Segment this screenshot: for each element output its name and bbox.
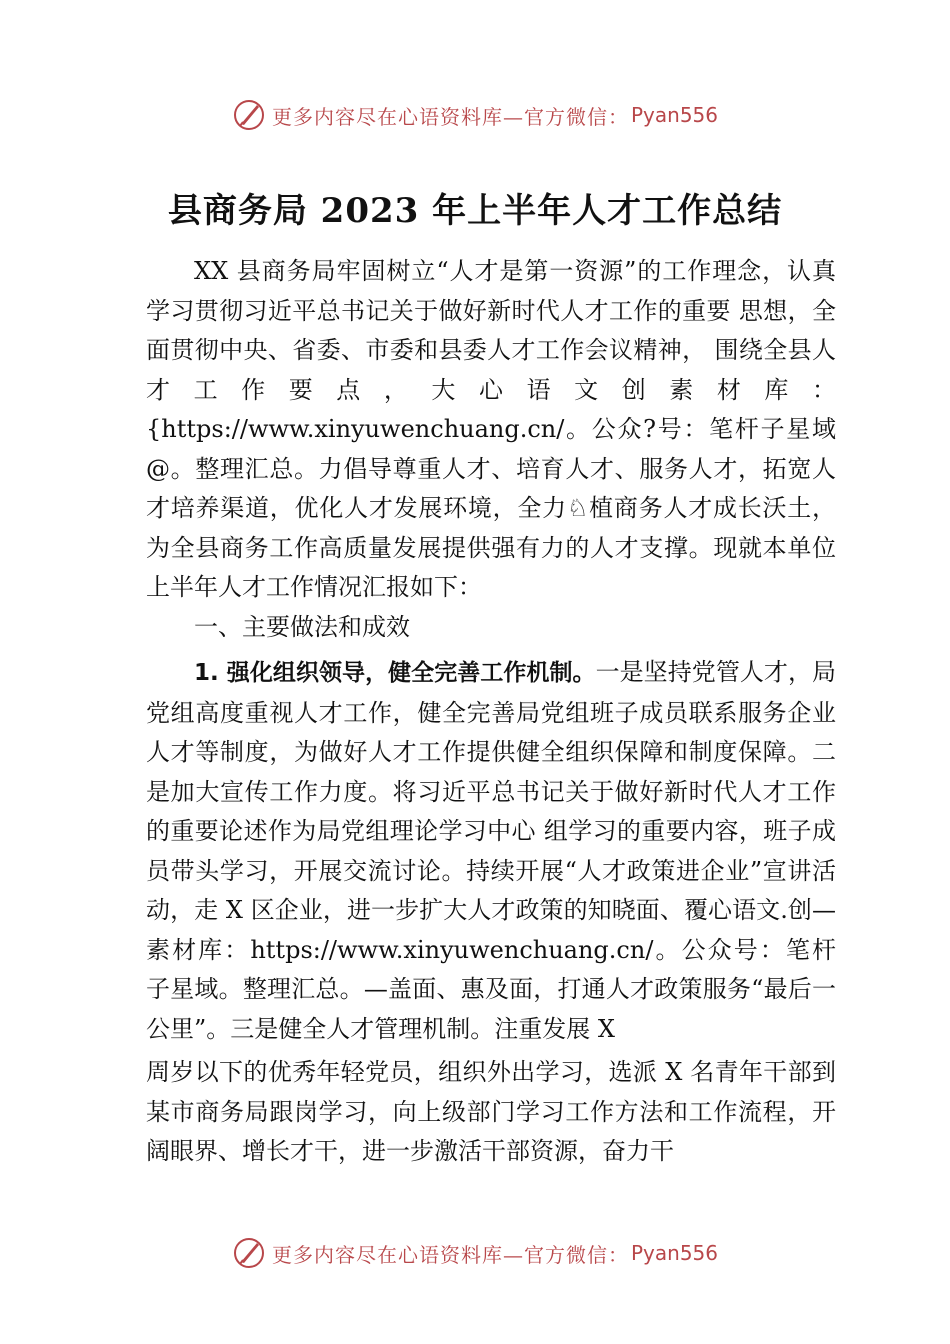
banner-wechat-id: Pyan556 [630, 1241, 718, 1265]
continuation-paragraph: 周岁以下的优秀年轻党员，组织外出学习，选派 X 名青年干部到某市商务局跟岗学习，向上级部门学习工作方法和工作流程，开阔眼界、增长才干，进一步激活干部资源，奋力干 [146, 1058, 836, 1165]
quill-logo-icon [232, 1236, 266, 1270]
item-1-paragraph [146, 653, 836, 1049]
quill-logo-icon [232, 98, 266, 132]
page-title: 县商务局 2023 年上半年人才工作总结 [167, 191, 783, 231]
section-heading: 一、主要做法和成效 [194, 612, 410, 641]
banner-text: 更多内容尽在心语资料库—官方微信： [271, 104, 629, 129]
banner-text: 更多内容尽在心语资料库—官方微信： [271, 1242, 629, 1267]
intro-paragraph: XX 县商务局牢固树立“人才是第一资源”的工作理念，认真学习贯彻习近平总书记关于做好新时代人才工作的重要 思想，全面贯彻中央、省委、市委和县委人才工作会议精神， 围绕全县人才工作要点，大心语文创素材库：{https://www.xinyuwenchuang.cn/。公众?号：笔杆子星域@。整理汇总。力倡导尊重人才、培育人才、服务人才，拓宽人才培养渠道，优化人才发展环境，全力♘植商务人才成长沃土，为全县商务工作高质量发展提供强有力的人才支撑。现就本单位上半年人才工作情况汇报如下： [146, 257, 836, 601]
item-1-heading: 1. 强化组织领导，健全完善工作机制。 [194, 660, 596, 686]
item-1-body: 一是坚持党管人才，局党组高度重视人才工作，健全完善局党组班子成员联系服务企业人才等制度，为做好人才工作提供健全组织保障和制度保障。二是加大宣传工作力度。将习近平总书记关于做好新时代人才工作的重要论述作为局党组理论学习中心 组学习的重要内容，班子成员带头学习，开展交流讨论。持续开展“人才政策进企业”宣讲活动，走 X 区企业，进一步扩大人才政策的知晓面、覆心语文.创—素材库：https://www.xinyuwenchuang.cn/。公众号：笔杆子星域。整理汇总。—盖面、惠及面，打通人才政策服务“最后一公里”。三是健全人才管理机制。注重发展 X [146, 658, 837, 1043]
header-watermark-banner [0, 95, 950, 135]
banner-wechat-id: Pyan556 [630, 103, 718, 127]
footer-watermark-banner [0, 1233, 950, 1273]
document-body [146, 252, 836, 1172]
